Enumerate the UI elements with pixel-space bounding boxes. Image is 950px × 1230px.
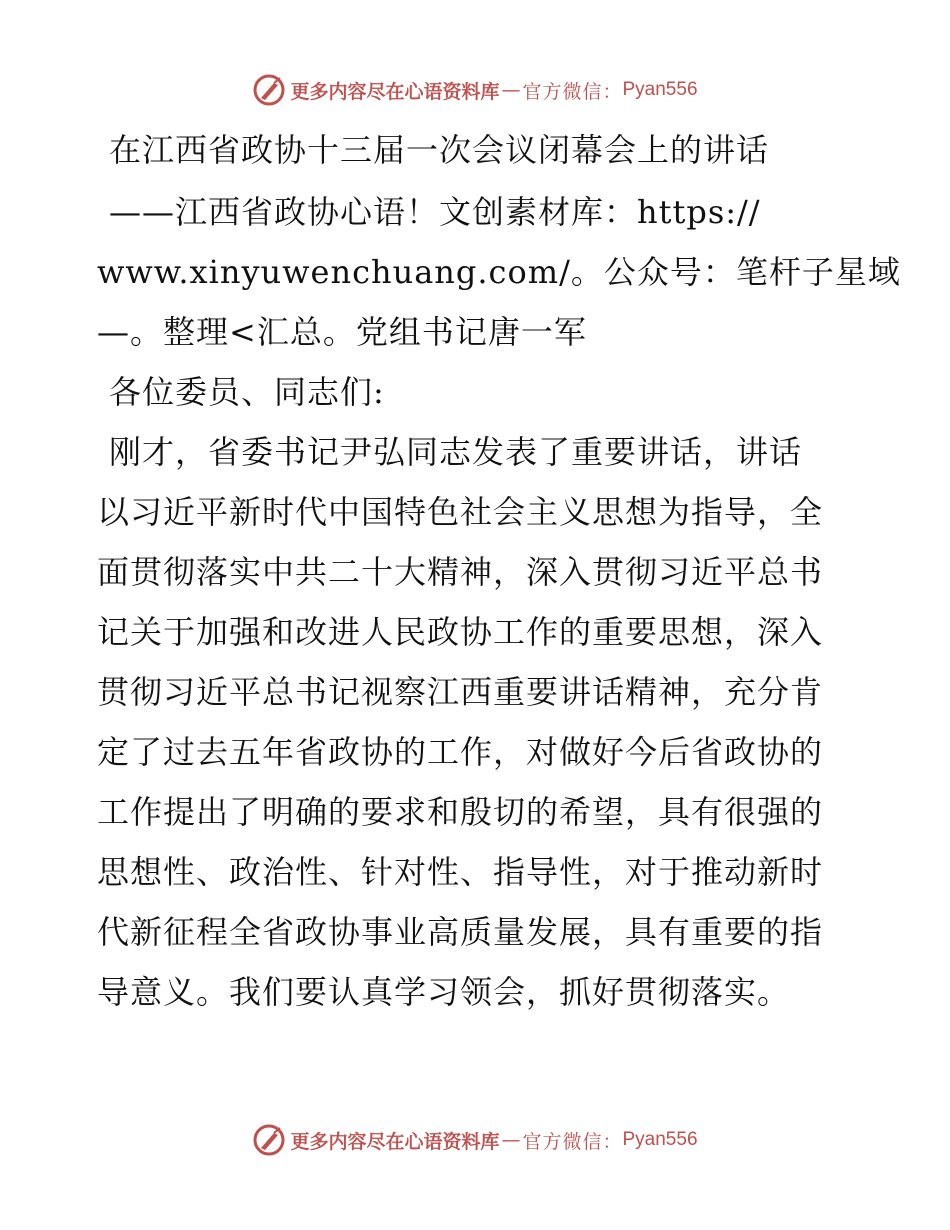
quill-pen-logo-icon [252,1123,286,1157]
paragraph-line-9: 代新征程全省政协事业高质量发展，具有重要的指 [97,913,824,951]
paragraph-line-5: 贯彻习近平总书记视察江西重要讲话精神，充分肯 [97,673,824,711]
watermark-main-text: 更多内容尽在心语资料库 [290,1130,500,1153]
watermark-wechat-id: Pyan556 [622,79,698,100]
header-watermark [0,70,950,110]
paragraph-line-6: 定了过去五年省政协的工作，对做好今后省政协的 [97,733,824,771]
watermark-sub-text: 官方微信： [522,1130,623,1153]
document-title: 在江西省政协十三届一次会议闭幕会上的讲话 [109,131,770,169]
byline-line-1: ——江西省政协心语！文创素材库：https:// [109,193,761,231]
watermark-wechat-id: Pyan556 [622,1129,698,1150]
paragraph-line-7: 工作提出了明确的要求和殷切的希望，具有很强的 [97,793,824,831]
paragraph-line-1: 刚才，省委书记尹弘同志发表了重要讲话，讲话 [109,433,803,471]
watermark-sub-text: 官方微信： [522,80,623,103]
paragraph-line-2: 以习近平新时代中国特色社会主义思想为指导，全 [97,493,824,531]
byline-line-3: —。整理<汇总。党组书记唐一军 [97,313,587,351]
byline-line-2: www.xinyuwenchuang.com/。公众号：笔杆子星域 [97,253,901,291]
paragraph-line-10: 导意义。我们要认真学习领会，抓好贯彻落实。 [97,973,791,1011]
paragraph-line-8: 思想性、政治性、针对性、指导性，对于推动新时 [97,853,824,891]
document-body [97,120,901,1022]
footer-watermark [0,1120,950,1160]
paragraph-line-4: 记关于加强和改进人民政协工作的重要思想，深入 [97,613,824,651]
watermark-dash: — [501,1129,521,1151]
watermark-main-text: 更多内容尽在心语资料库 [290,80,500,103]
quill-pen-logo-icon [252,73,286,107]
salutation: 各位委员、同志们: [109,373,385,411]
paragraph-line-3: 面贯彻落实中共二十大精神，深入贯彻习近平总书 [97,553,824,591]
watermark-dash: — [501,79,521,101]
